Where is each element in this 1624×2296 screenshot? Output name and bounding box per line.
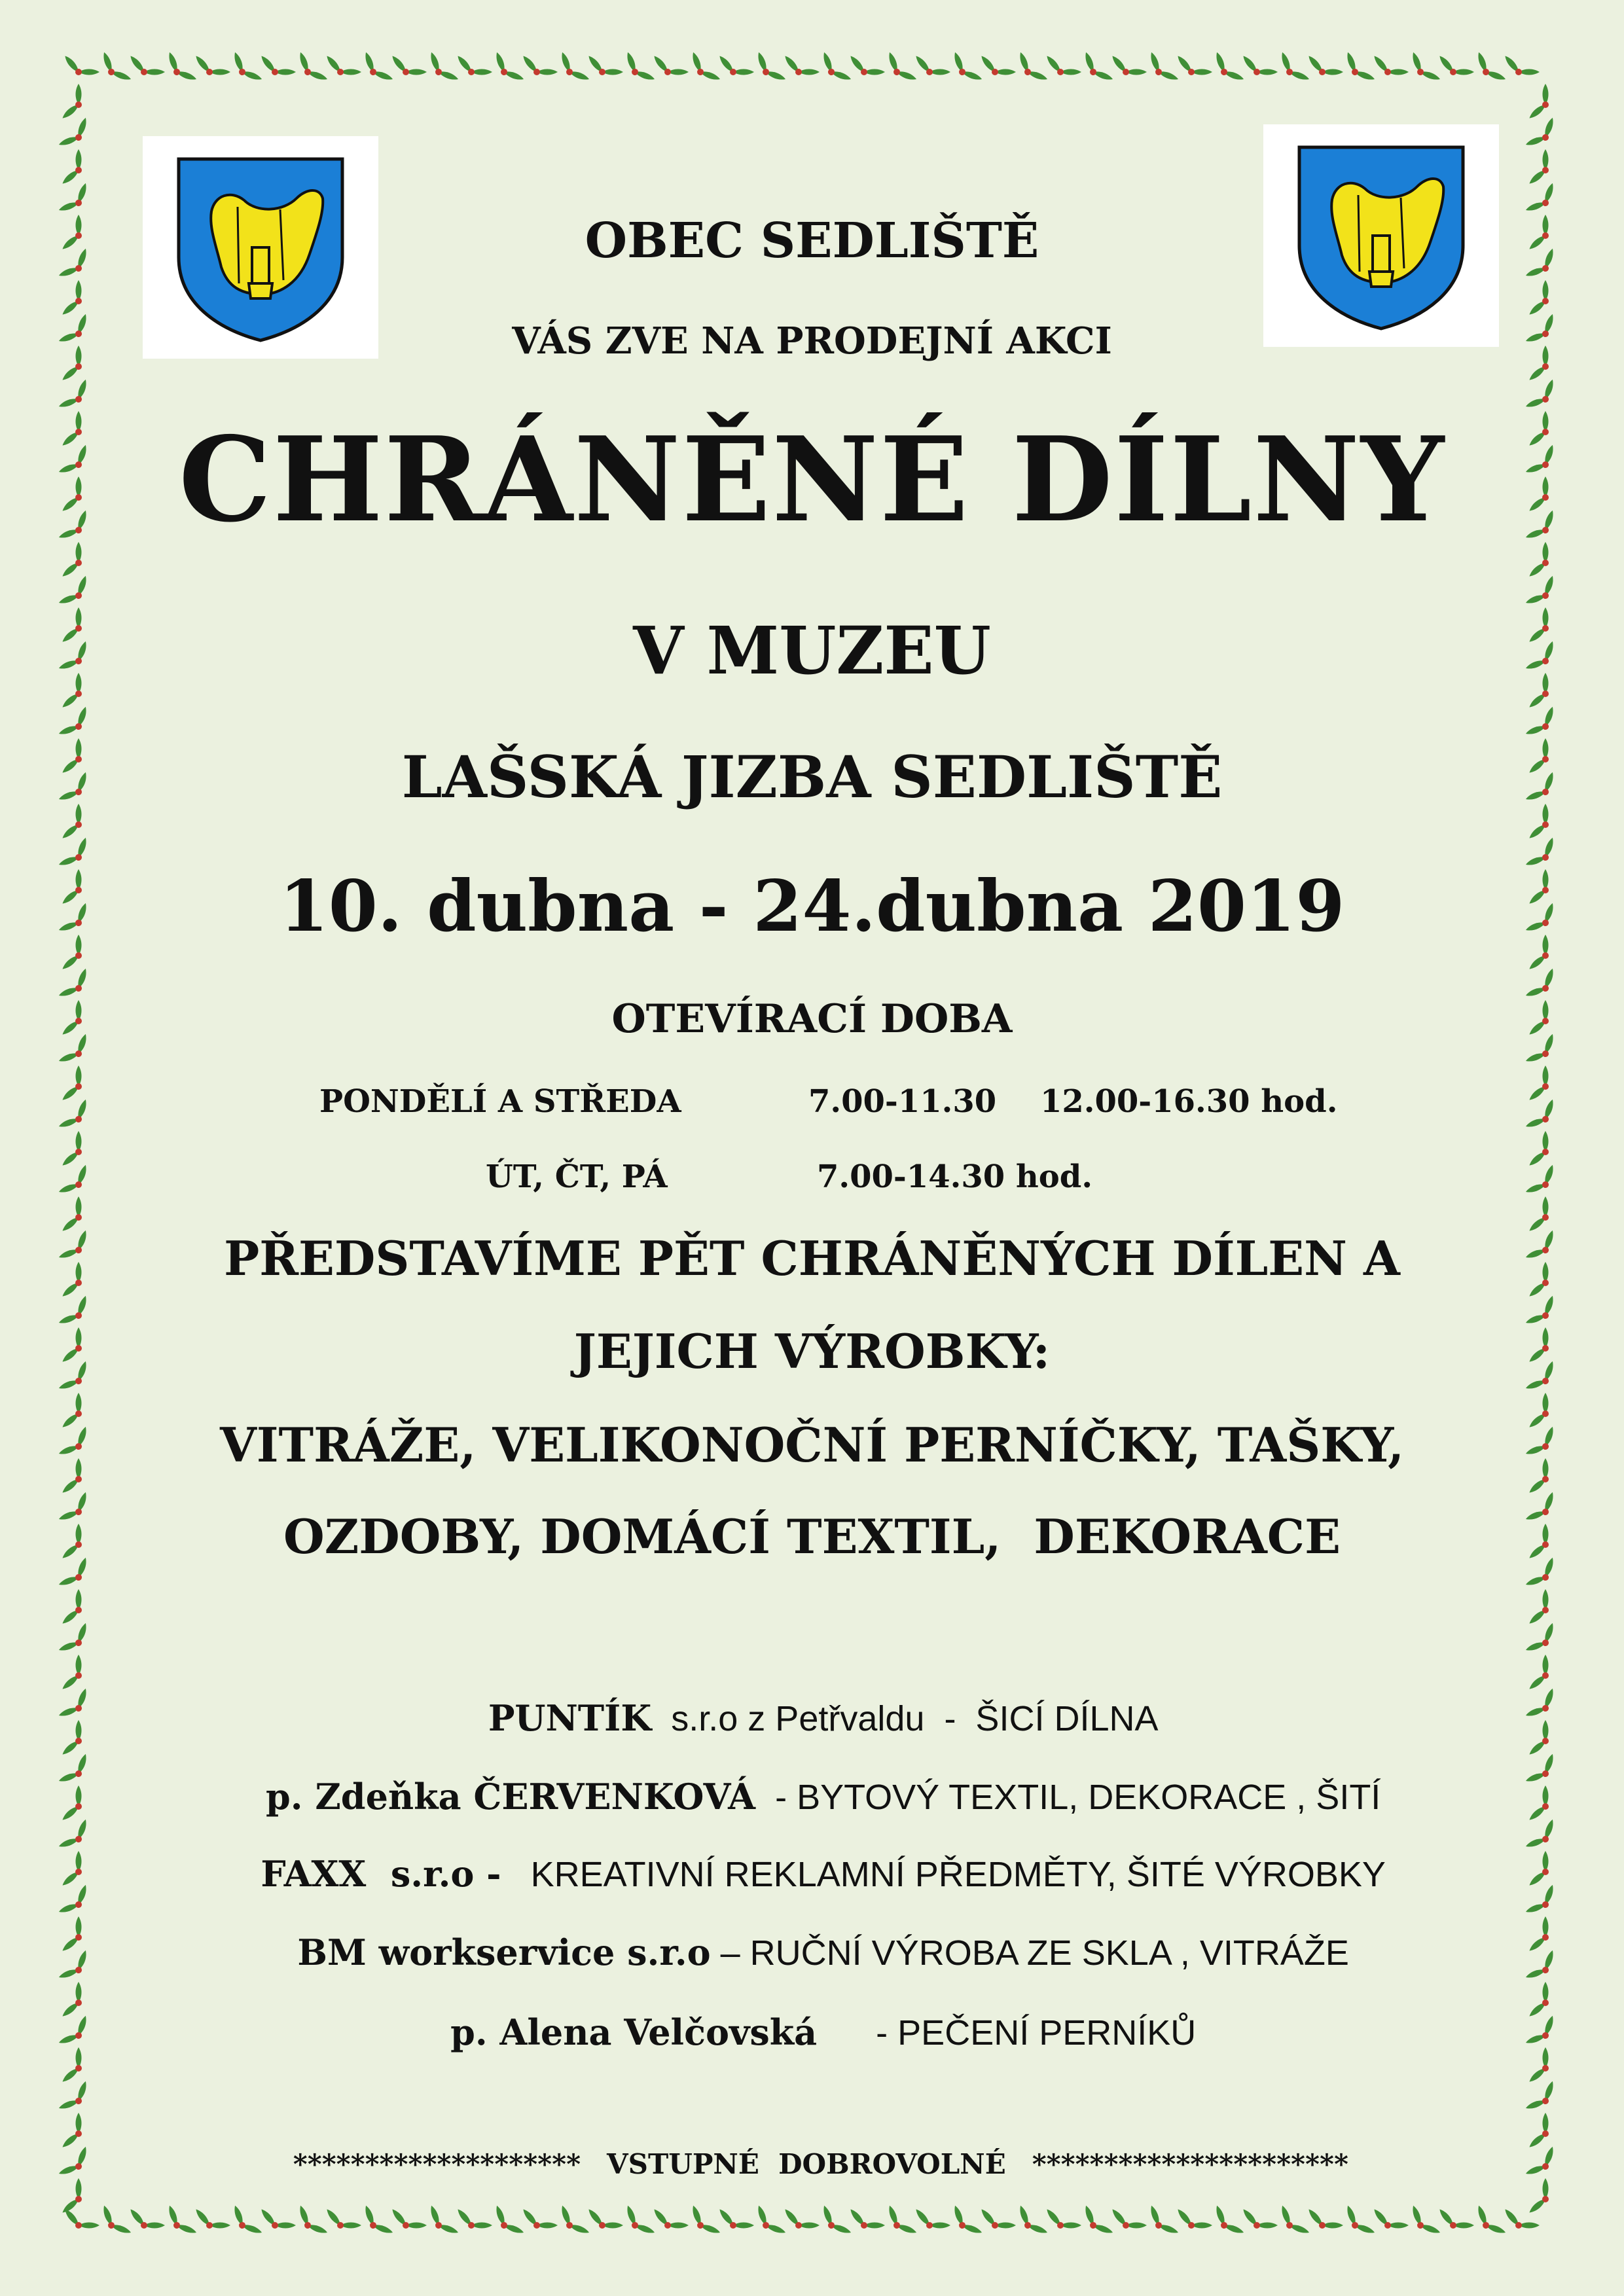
contributor-name: FAXX s.r.o - (261, 1853, 501, 1895)
footer-stars-left: ******************** (293, 2148, 581, 2180)
admission-text: VSTUPNÉ DOBROVOLNÉ (607, 2148, 1006, 2180)
contributor-name: p. Alena Velčovská (450, 2011, 818, 2053)
contributor-row (0, 1734, 1624, 1818)
contributor-row (0, 1656, 1624, 1739)
contributor-row (0, 1890, 1624, 1973)
event-title: CHRÁNĚNÉ DÍLNY (178, 411, 1446, 548)
contributor-row (0, 1812, 1624, 1895)
event-dates: 10. dubna - 24.dubna 2019 (279, 865, 1345, 948)
intro-line-2: JEJICH VÝROBKY: (573, 1323, 1051, 1379)
admission-footer (0, 2116, 1624, 2180)
hours-days-2: ÚT, ČT, PÁ (486, 1158, 668, 1195)
contributor-description: - ŠICÍ DÍLNA (924, 1699, 1159, 1738)
contributor-description: - PEČENÍ PERNÍKŮ (817, 2013, 1197, 2053)
contributor-description: – RUČNÍ VÝROBA ZE SKLA , VITRÁŽE (710, 1933, 1349, 1973)
contributor-detail: s.r.o z Petřvaldu (651, 1699, 925, 1738)
venue-line-2: LAŠSKÁ JIZBA SEDLIŠTĚ (401, 743, 1223, 811)
intro-line-4: OZDOBY, DOMÁCÍ TEXTIL, DEKORACE (283, 1509, 1341, 1564)
contributor-description: - BYTOVÝ TEXTIL, DEKORACE , ŠITÍ (755, 1778, 1381, 1817)
hours-times-1: 7.00-11.30 12.00-16.30 hod. (808, 1083, 1338, 1120)
footer-stars-right: ********************** (1032, 2148, 1348, 2180)
contributor-description: KREATIVNÍ REKLAMNÍ PŘEDMĚTY, ŠITÉ VÝROBKY (501, 1855, 1386, 1894)
contributor-row (0, 1970, 1624, 2053)
contributor-name: PUNTÍK (488, 1697, 652, 1739)
hours-times-2: 7.00-14.30 hod. (817, 1158, 1093, 1195)
hours-days-1: PONDĚLÍ A STŘEDA (319, 1083, 681, 1120)
intro-line-3: VITRÁŽE, VELIKONOČNÍ PERNÍČKY, TAŠKY, (219, 1417, 1405, 1473)
venue-line-1: V MUZEU (633, 612, 991, 689)
intro-line-1: PŘEDSTAVÍME PĚT CHRÁNĚNÝCH DÍLEN A (224, 1230, 1400, 1286)
contributor-name: BM workservice s.r.o (297, 1931, 711, 1973)
opening-hours-heading: OTEVÍRACÍ DOBA (611, 996, 1013, 1042)
invitation-line: VÁS ZVE NA PRODEJNÍ AKCI (512, 319, 1112, 363)
contributor-name: p. Zdeňka ČERVENKOVÁ (266, 1776, 756, 1818)
organizer-name: OBEC SEDLIŠTĚ (585, 213, 1039, 269)
